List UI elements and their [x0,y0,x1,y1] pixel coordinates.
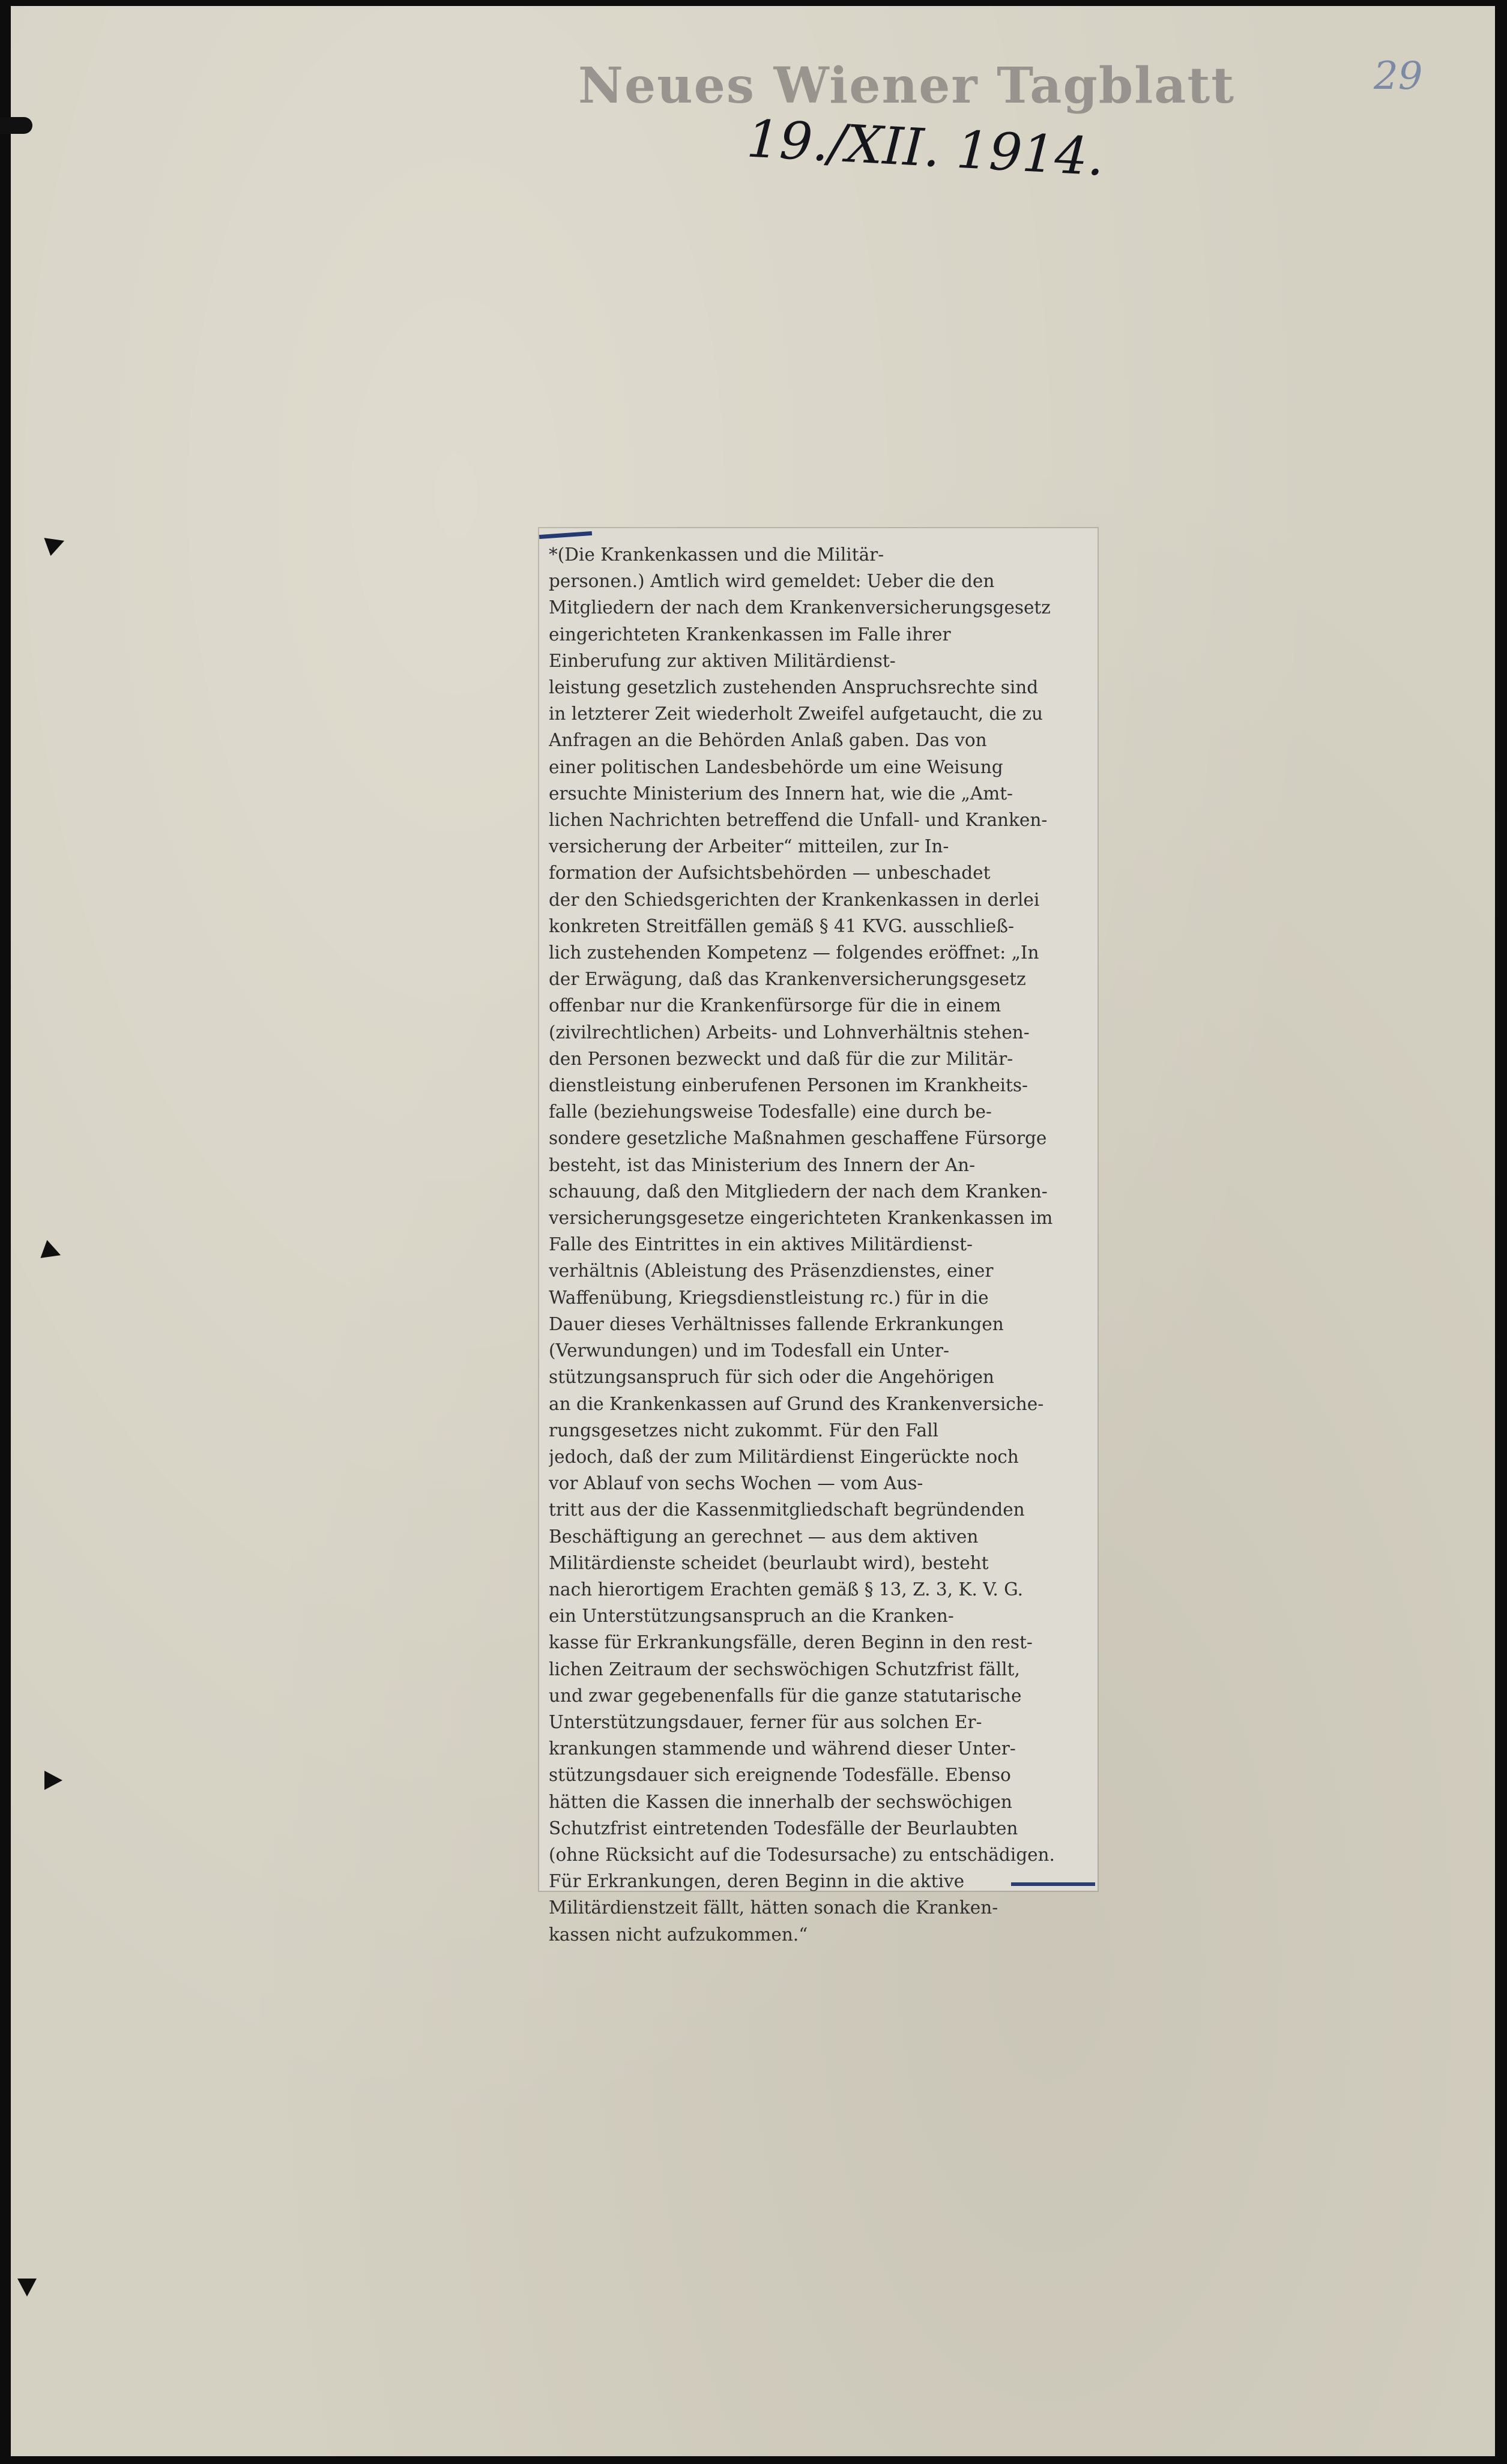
article-line: hätten die Kassen die innerhalb der sechswöchigen [549,1791,1012,1812]
article-line: (zivilrechtlichen) Arbeits- und Lohnverhältnis stehen- [549,1022,1030,1043]
article-line: Militärdienste scheidet (beurlaubt wird), besteht [549,1552,989,1573]
margin-arrow-marker [17,2279,37,2297]
page-number: 29 [1374,54,1423,98]
article-line: Falle des Eintrittes in ein aktives Militärdienst- [549,1234,973,1255]
article-line: sondere gesetzliche Maßnahmen geschaffene Fürsorge [549,1128,1047,1149]
article-line: Waffenübung, Kriegsdienstleistung rc.) für in die [549,1287,989,1308]
article-line: konkreten Streitfällen gemäß § 41 KVG. ausschließ- [549,915,1014,936]
article-line: tritt aus der die Kassenmitgliedschaft begründenden [549,1499,1025,1520]
article-line: leistung gesetzlich zustehenden Anspruchsrechte sind [549,677,1039,698]
article-line: Einberufung zur aktiven Militärdienst- [549,650,896,671]
article-line: Anfragen an die Behörden Anlaß gaben. Das von [549,730,987,751]
article-line: kassen nicht aufzukommen.“ [549,1924,808,1945]
blue-pencil-mark-bottom [1011,1882,1095,1886]
article-line: Für Erkrankungen, deren Beginn in die aktive [549,1871,965,1892]
article-line: in letzterer Zeit wiederholt Zweifel aufgetaucht, die zu [549,703,1043,724]
article-line: dienstleistung einberufenen Personen im Krankheits- [549,1075,1028,1096]
article-line: krankungen stammende und während dieser Unter- [549,1738,1016,1759]
article-line: (Verwundungen) und im Todesfall ein Unter- [549,1340,949,1361]
article-line: schauung, daß den Mitgliedern der nach dem Kranken- [549,1181,1048,1202]
article-line: (ohne Rücksicht auf die Todesursache) zu entschädigen. [549,1844,1055,1865]
newspaper-stamp: Neues Wiener Tagblatt [578,57,1236,115]
article-line: den Personen bezweckt und daß für die zur Militär- [549,1048,1013,1069]
archive-sheet [11,6,1495,2456]
newspaper-clipping [539,528,1098,1945]
article-line: einer politischen Landesbehörde um eine Weisung [549,756,1003,777]
handwritten-date: 19./XII. 1914. [745,109,1106,188]
article-line: offenbar nur die Krankenfürsorge für die in einem [549,995,1001,1016]
article-line: und zwar gegebenenfalls für die ganze statutarische [549,1685,1022,1706]
article-line: lichen Nachrichten betreffend die Unfall- und Kranken- [549,810,1048,831]
article-line: der Erwägung, daß das Krankenversicherungsgesetz [549,969,1026,990]
article-line: an die Krankenkassen auf Grund des Krankenversiche- [549,1393,1044,1414]
article-line: lich zustehenden Kompetenz — folgendes eröffnet: „In [549,942,1039,963]
article-line: falle (beziehungsweise Todesfalle) eine durch be- [549,1101,992,1122]
article-line: nach hierortigem Erachten gemäß § 13, Z. 3, K. V. G. [549,1579,1024,1600]
punch-hole-top [0,117,32,134]
article-line: eingerichteten Krankenkassen im Falle ihrer [549,624,951,645]
article-line: Schutzfrist eintretenden Todesfälle der Beurlaubten [549,1818,1018,1839]
article-line: versicherungsgesetze eingerichteten Krankenkassen im [549,1208,1053,1229]
article-line: der den Schiedsgerichten der Krankenkassen in derlei [549,889,1040,910]
article-line: besteht, ist das Ministerium des Innern der An- [549,1154,976,1175]
blue-pencil-mark-top [539,531,592,539]
article-line: formation der Aufsichtsbehörden — unbeschadet [549,863,991,884]
article-line: *(Die Krankenkassen und die Militär- [549,544,884,565]
article-line: kasse für Erkrankungsfälle, deren Beginn in den rest- [549,1632,1033,1653]
article-line: vor Ablauf von sechs Wochen — vom Aus- [549,1473,923,1494]
article-line: Dauer dieses Verhältnisses fallende Erkrankungen [549,1313,1004,1334]
article-line: ersuchte Ministerium des Innern hat, wie die „Amt- [549,783,1013,804]
margin-arrow-marker [44,1771,62,1790]
article-line: Militärdienstzeit fällt, hätten sonach die Kranken- [549,1897,998,1918]
article-line: versicherung der Arbeiter“ mitteilen, zur In- [549,836,949,857]
article-text [549,541,1089,1948]
article-line: verhältnis (Ableistung des Präsenzdienstes, einer [549,1261,994,1282]
article-line: jedoch, daß der zum Militärdienst Eingerückte noch [549,1446,1019,1467]
article-line: Beschäftigung an gerechnet — aus dem aktiven [549,1526,979,1547]
article-line: stützungsanspruch für sich oder die Angehörigen [549,1367,994,1388]
article-line: rungsgesetzes nicht zukommt. Für den Fall [549,1420,938,1441]
article-line: stützungsdauer sich ereignende Todesfälle. Ebenso [549,1765,1011,1786]
article-line: personen.) Amtlich wird gemeldet: Ueber die den [549,571,995,592]
article-line: ein Unterstützungsanspruch an die Kranken- [549,1606,954,1627]
article-line: Unterstützungsdauer, ferner für aus solchen Er- [549,1711,982,1732]
article-line: lichen Zeitraum der sechswöchigen Schutzfrist fällt, [549,1658,1020,1679]
article-line: Mitgliedern der nach dem Krankenversicherungsgesetz [549,597,1051,618]
